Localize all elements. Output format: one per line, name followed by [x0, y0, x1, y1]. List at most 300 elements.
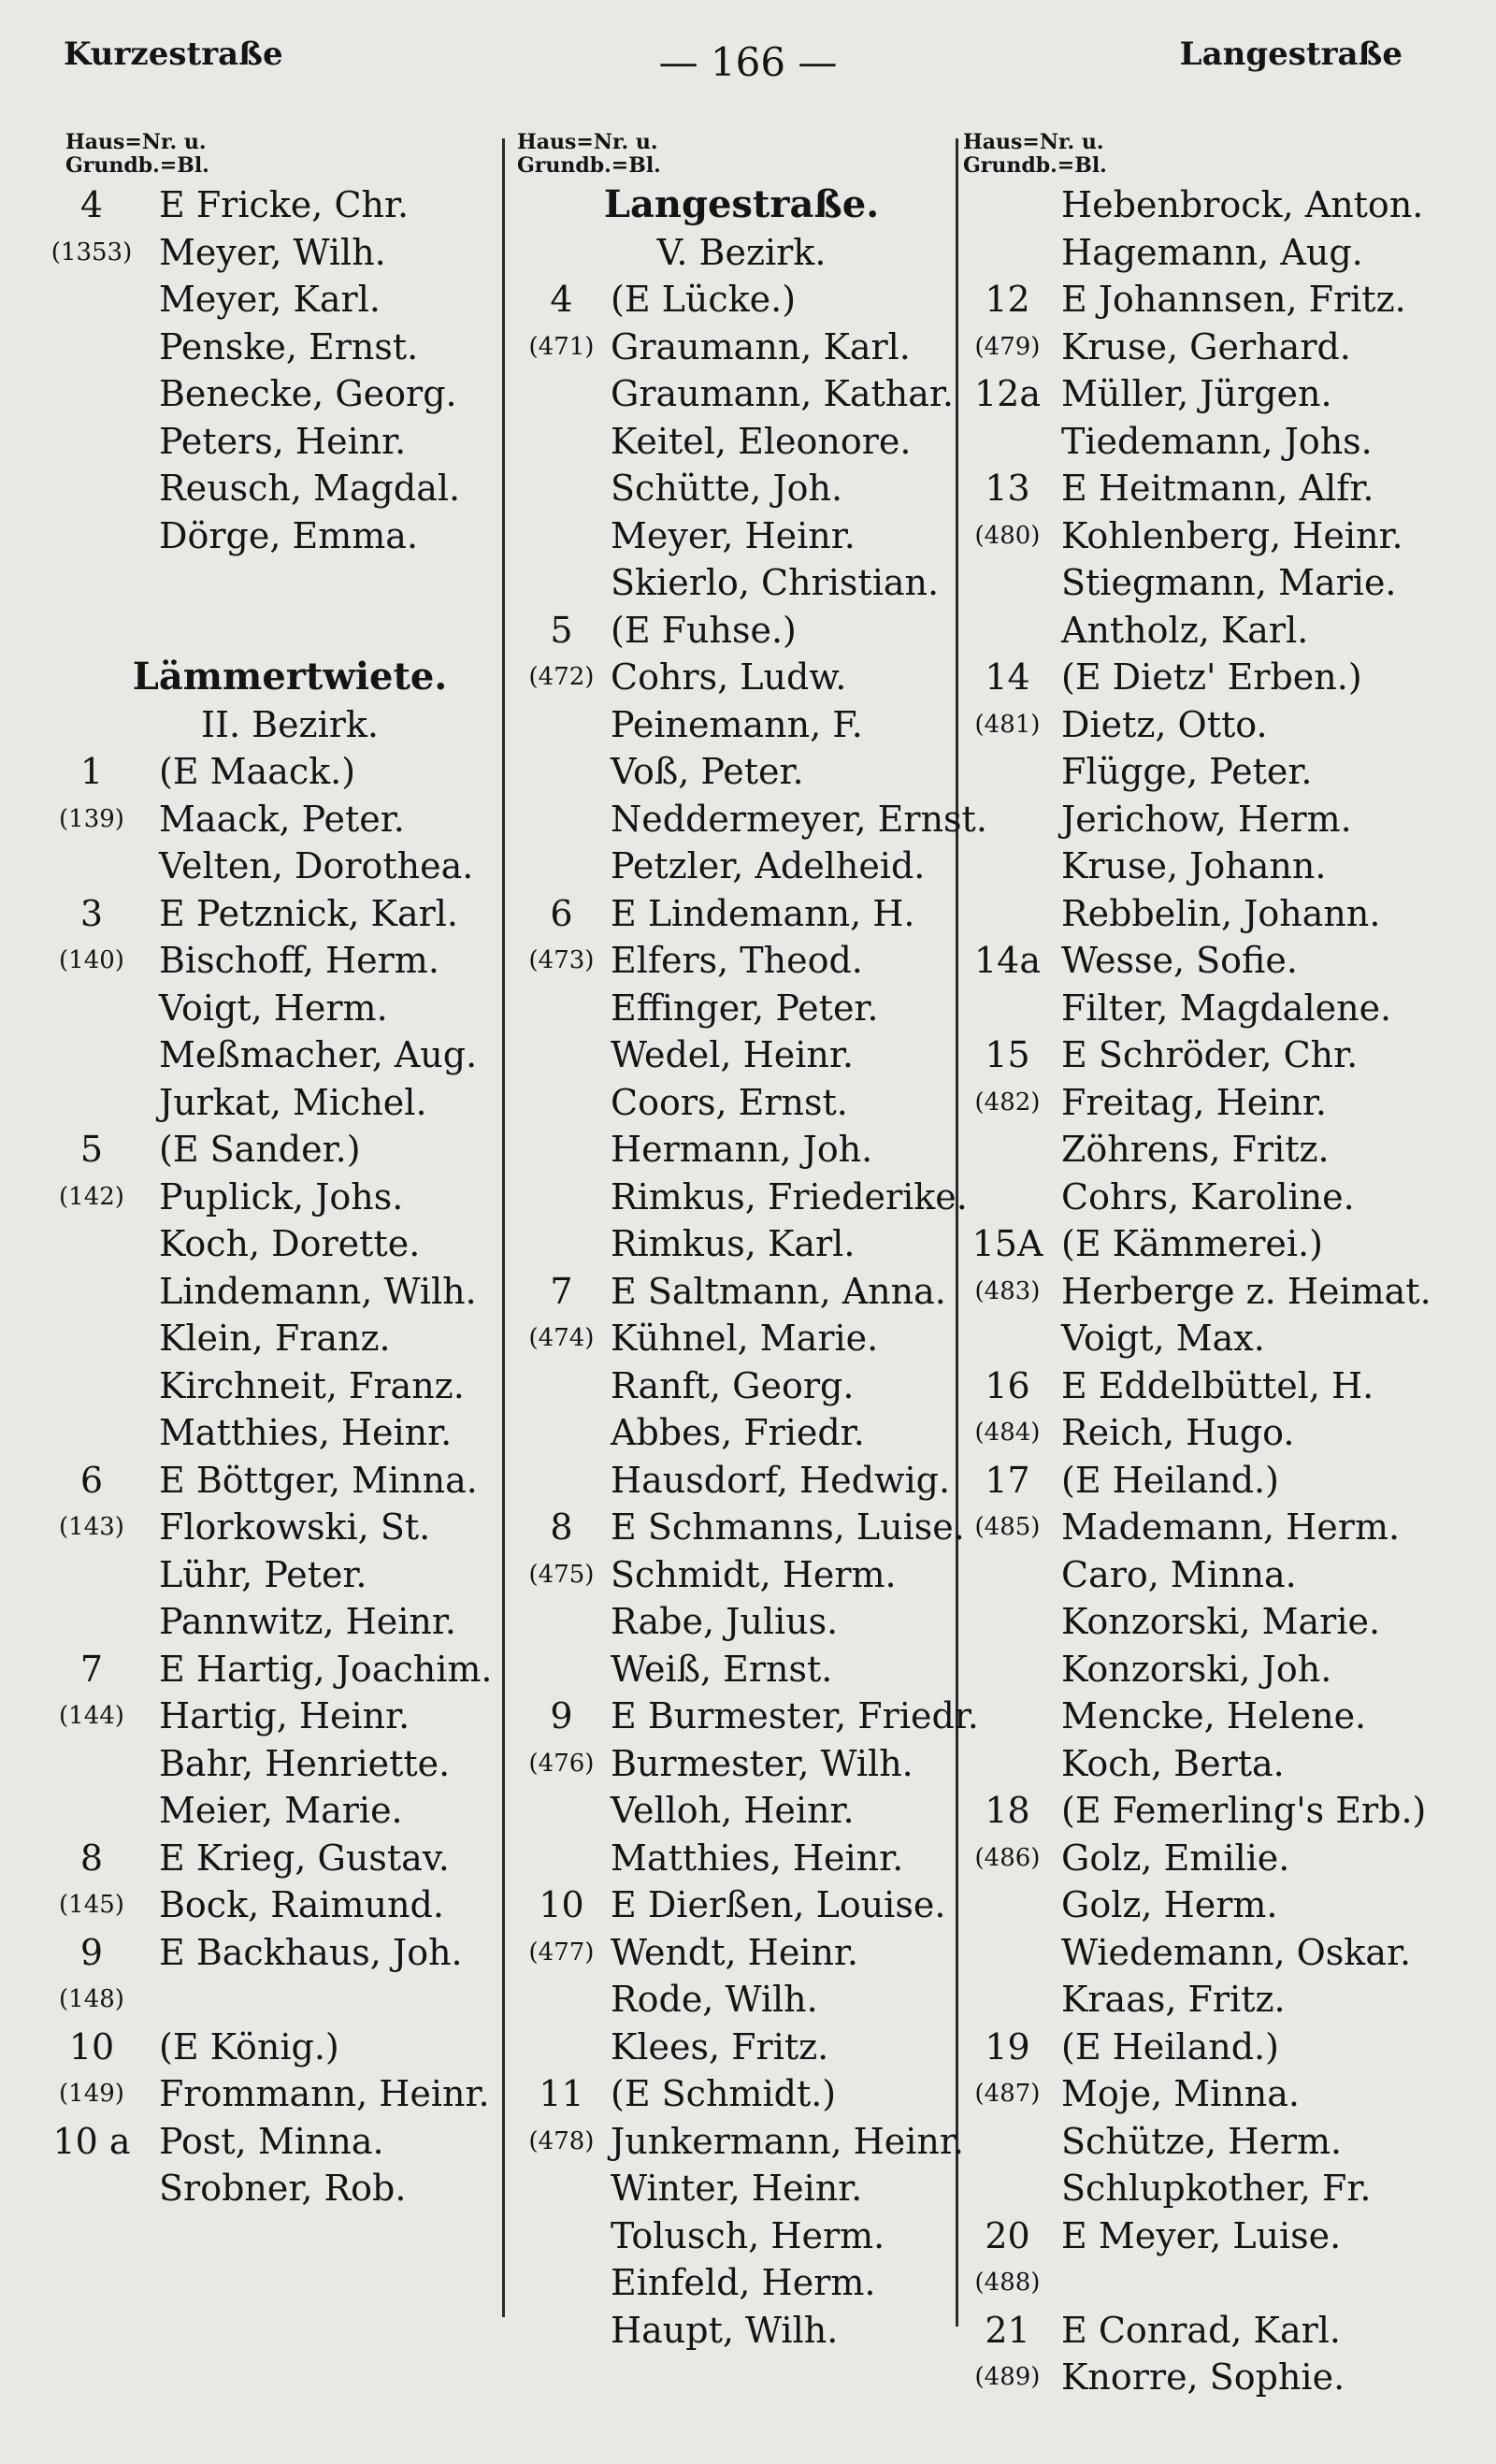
column-1 [50, 130, 514, 2212]
running-head-right: Langestraße [1179, 36, 1402, 73]
resident-name: E Lindemann, H. [611, 892, 915, 934]
resident-name: Puplick, Johs. [159, 1175, 404, 1218]
directory-entry [963, 465, 1449, 512]
house-number: (478) [528, 2126, 595, 2155]
directory-entry [65, 1929, 514, 1977]
house-number: (475) [528, 1560, 595, 1589]
resident-name: Zöhrens, Fritz. [1061, 1129, 1330, 1170]
resident-name: E Krieg, Gustav. [159, 1837, 450, 1879]
house-number: (482) [974, 1088, 1041, 1117]
resident-name: E Petznick, Karl. [159, 892, 458, 934]
resident-name: Keitel, Eleonore. [611, 420, 912, 462]
resident-name: Jerichow, Herm. [1061, 798, 1352, 840]
resident-name: (E König.) [159, 2025, 339, 2068]
directory-entry [59, 1174, 514, 1221]
directory-entry [59, 1693, 514, 1740]
directory-entry [517, 1551, 966, 1599]
directory-entry [517, 1220, 966, 1268]
directory-entry [963, 1031, 1449, 1079]
directory-entry [517, 1646, 966, 1693]
directory-entry [65, 843, 514, 890]
resident-name: Wedel, Heinr. [611, 1034, 854, 1075]
directory-entry [59, 937, 514, 985]
directory-entry [517, 985, 966, 1032]
resident-name: E Johannsen, Fritz. [1061, 279, 1406, 320]
directory-entry [517, 465, 966, 512]
resident-name: Schütte, Joh. [611, 468, 843, 509]
house-number: 15A [971, 1223, 1043, 1264]
directory-entry [517, 2259, 966, 2307]
directory-entry [963, 890, 1449, 938]
resident-name: Graumann, Karl. [611, 325, 911, 367]
resident-name: Petzler, Adelheid. [611, 845, 926, 886]
resident-name: Srobner, Rob. [159, 2168, 407, 2209]
directory-entry [517, 1787, 966, 1835]
house-number: 10 a [52, 2120, 131, 2162]
resident-name: Klein, Franz. [159, 1318, 391, 1359]
resident-name: Weiß, Ernst. [611, 1648, 833, 1690]
directory-entry [59, 1504, 514, 1551]
house-number: 11 [539, 2073, 584, 2114]
resident-name: Reich, Hugo. [1061, 1412, 1295, 1453]
directory-entry [517, 654, 966, 701]
directory-entry [963, 2212, 1449, 2260]
directory-entry [963, 607, 1449, 655]
resident-name: Kohlenberg, Heinr. [1061, 514, 1403, 556]
resident-name: Kühnel, Marie. [611, 1318, 879, 1359]
resident-name: Konzorski, Marie. [1061, 1601, 1381, 1642]
resident-name: E Burmester, Friedr. [611, 1695, 979, 1736]
house-number: (489) [974, 2363, 1041, 2391]
resident-name: Graumann, Kathar. [611, 373, 954, 414]
directory-entry [963, 2165, 1449, 2212]
directory-entry [65, 418, 514, 466]
resident-name: Ranft, Georg. [611, 1364, 855, 1406]
resident-name: Maack, Peter. [159, 798, 405, 840]
resident-name: Golz, Emilie. [1061, 1837, 1290, 1879]
directory-entry [517, 1740, 966, 1788]
resident-name: (E Sander.) [159, 1129, 361, 1170]
resident-name: Caro, Minna. [1061, 1553, 1297, 1595]
resident-name: (E Heiland.) [1061, 1459, 1279, 1501]
directory-entry [963, 1457, 1449, 1505]
resident-name: (E Schmidt.) [611, 2073, 837, 2114]
directory-entry [517, 1079, 966, 1127]
directory-entry [65, 1835, 514, 1882]
column-2 [517, 130, 987, 2354]
house-number: 6 [550, 892, 573, 934]
resident-name: Post, Minna. [159, 2120, 384, 2162]
directory-entry [65, 1268, 514, 1316]
directory-entry [517, 1409, 966, 1457]
directory-entry [517, 607, 966, 655]
directory-entry [963, 1787, 1449, 1835]
directory-entry [963, 1646, 1449, 1693]
house-number: 4 [79, 184, 104, 225]
resident-name: (E Heiland.) [1061, 2025, 1279, 2068]
resident-name: Penske, Ernst. [159, 325, 419, 367]
resident-name: E Dierßen, Louise. [611, 1884, 946, 1925]
directory-entry [52, 2118, 514, 2166]
resident-name: Kruse, Gerhard. [1061, 325, 1351, 367]
directory-entry [517, 843, 966, 890]
directory-entry [963, 276, 1449, 324]
directory-entry [517, 324, 966, 371]
resident-name: Jurkat, Michel. [159, 1081, 427, 1123]
resident-name: (E Fuhse.) [611, 609, 797, 651]
directory-entry [65, 1598, 514, 1646]
directory-entry [963, 324, 1449, 371]
resident-name: Velten, Dorothea. [159, 845, 474, 886]
resident-name: Cohrs, Karoline. [1061, 1175, 1355, 1218]
house-number: 14 [985, 656, 1030, 698]
house-number: (484) [974, 1419, 1041, 1447]
directory-entry [65, 370, 514, 418]
street-heading: Lämmertwiete. [132, 655, 448, 699]
directory-entry [517, 937, 966, 985]
directory-entry [963, 1315, 1449, 1362]
resident-name: Einfeld, Herm. [611, 2262, 876, 2303]
resident-name: Matthies, Heinr. [159, 1412, 453, 1453]
resident-name: Wiedemann, Oskar. [1061, 1931, 1412, 1973]
directory-entry [517, 748, 966, 796]
house-number: (148) [59, 1985, 124, 2013]
directory-entry [517, 1457, 966, 1505]
directory-entry [963, 2354, 1449, 2401]
resident-name: E Backhaus, Joh. [159, 1931, 463, 1973]
directory-entry [517, 1174, 966, 1221]
resident-name: Rabe, Julius. [611, 1601, 839, 1642]
directory-entry [963, 1976, 1449, 2024]
resident-name: Hagemann, Aug. [1061, 231, 1363, 273]
house-number: (474) [528, 1324, 595, 1352]
directory-entry [65, 181, 514, 229]
directory-entry [65, 890, 514, 938]
house-number: 10 [539, 1884, 584, 1925]
resident-name: Golz, Herm. [1061, 1884, 1278, 1925]
resident-name: E Fricke, Chr. [159, 184, 410, 225]
resident-name: E Böttger, Minna. [159, 1459, 478, 1501]
entry-list [963, 181, 1449, 2401]
entry-list [517, 276, 987, 2354]
resident-name: Lindemann, Wilh. [159, 1270, 477, 1312]
resident-name: Florkowski, St. [159, 1506, 431, 1548]
resident-name: Schlupkother, Fr. [1061, 2168, 1372, 2209]
directory-entry [963, 1929, 1449, 1977]
resident-name: Rimkus, Friederike. [611, 1175, 968, 1218]
directory-entry [963, 796, 1449, 843]
directory-entry [963, 2024, 1449, 2071]
resident-name: Hebenbrock, Anton. [1061, 184, 1424, 225]
house-number: (487) [974, 2080, 1041, 2108]
resident-name: Wesse, Sofie. [1061, 940, 1298, 981]
directory-entry [65, 1220, 514, 1268]
house-number: (476) [528, 1749, 595, 1778]
resident-name: (E Dietz' Erben.) [1061, 656, 1362, 698]
directory-entry [517, 2307, 966, 2355]
house-number: (480) [974, 521, 1041, 550]
house-number: (477) [528, 1938, 595, 1967]
entry-list [50, 181, 514, 559]
house-number: 6 [79, 1459, 104, 1501]
house-number: (149) [59, 2080, 124, 2108]
house-number: 8 [550, 1506, 573, 1548]
directory-entry [65, 512, 514, 560]
resident-name: Kruse, Johann. [1061, 845, 1327, 886]
resident-name: Koch, Berta. [1061, 1742, 1285, 1784]
directory-entry [65, 985, 514, 1032]
house-number: 19 [985, 2025, 1030, 2068]
directory-entry [963, 2118, 1449, 2166]
resident-name: Benecke, Georg. [159, 373, 457, 414]
district-heading: V. Bezirk. [656, 231, 827, 273]
resident-name: Abbes, Friedr. [611, 1412, 865, 1453]
directory-entry [963, 1835, 1449, 1882]
resident-name: Müller, Jürgen. [1061, 373, 1332, 414]
resident-name: Klees, Fritz. [611, 2025, 829, 2068]
directory-entry [65, 1315, 514, 1362]
house-number: 7 [550, 1270, 573, 1312]
directory-entry [65, 748, 514, 796]
house-number: 8 [79, 1837, 104, 1879]
house-number: 9 [79, 1931, 104, 1973]
resident-name: Moje, Minna. [1061, 2073, 1300, 2114]
resident-name: Reusch, Magdal. [159, 468, 461, 509]
house-number: (485) [974, 1513, 1041, 1541]
resident-name: Hermann, Joh. [611, 1129, 873, 1170]
directory-entry [517, 1031, 966, 1079]
resident-name: Bock, Raimund. [159, 1884, 444, 1925]
house-number: 15 [985, 1034, 1030, 1075]
directory-entry [963, 1079, 1449, 1127]
house-number: 1 [79, 751, 104, 792]
directory-entry [517, 418, 966, 466]
house-number: 5 [550, 609, 573, 651]
resident-name: Meyer, Heinr. [611, 514, 856, 556]
directory-entry [517, 1315, 966, 1362]
house-number: (144) [59, 1702, 124, 1730]
house-number: (481) [974, 710, 1041, 739]
house-number: (471) [528, 332, 595, 361]
resident-name: Bischoff, Herm. [159, 940, 439, 981]
directory-entry [65, 1079, 514, 1127]
directory-entry [963, 1598, 1449, 1646]
resident-name: Antholz, Karl. [1061, 609, 1309, 651]
resident-name: (E Kämmerei.) [1061, 1223, 1323, 1264]
directory-entry [963, 2259, 1449, 2307]
resident-name: E Schmanns, Luise. [611, 1506, 965, 1548]
directory-entry [517, 1504, 966, 1551]
directory-entry [963, 1693, 1449, 1740]
house-number: (472) [528, 663, 595, 691]
resident-name: Bahr, Henriette. [159, 1742, 451, 1784]
house-number: 4 [550, 279, 573, 320]
directory-entry [65, 1551, 514, 1599]
resident-name: Schütze, Herm. [1061, 2120, 1343, 2162]
resident-name: Coors, Ernst. [611, 1081, 848, 1123]
resident-name: Schmidt, Herm. [611, 1553, 897, 1595]
resident-name: Dietz, Otto. [1061, 703, 1268, 745]
directory-entry [50, 229, 514, 277]
resident-name: Voß, Peter. [611, 751, 804, 792]
column-header: Haus=Nr. u. Grundb.=Bl. [963, 130, 1107, 178]
house-number: (1353) [50, 238, 133, 267]
directory-entry [517, 559, 966, 607]
directory-entry [517, 2118, 966, 2166]
house-number: 18 [985, 1790, 1030, 1831]
directory-entry [65, 2024, 514, 2071]
resident-name: Flügge, Peter. [1061, 751, 1313, 792]
house-number: (473) [528, 946, 595, 974]
house-number: 3 [79, 892, 104, 934]
house-number: 12 [985, 279, 1030, 320]
house-number: 13 [985, 468, 1030, 509]
directory-entry [963, 1740, 1449, 1788]
directory-entry [65, 1409, 514, 1457]
resident-name: (E Maack.) [159, 751, 356, 792]
directory-entry [963, 1174, 1449, 1221]
directory-entry [65, 324, 514, 371]
directory-entry [517, 890, 966, 938]
resident-name: Burmester, Wilh. [611, 1742, 913, 1784]
resident-name: Voigt, Herm. [159, 987, 388, 1029]
directory-entry [963, 1881, 1449, 1929]
directory-entry [517, 512, 966, 560]
house-number: 16 [985, 1364, 1030, 1406]
directory-entry [517, 1126, 966, 1174]
house-number: (488) [974, 2269, 1041, 2297]
directory-entry [517, 2212, 966, 2260]
directory-entry [59, 2070, 514, 2118]
directory-entry [517, 1929, 966, 1977]
directory-entry [963, 1268, 1449, 1316]
resident-name: Mademann, Herm. [1061, 1506, 1401, 1548]
district-heading: II. Bezirk. [200, 703, 380, 745]
resident-name: Stiegmann, Marie. [1061, 562, 1397, 603]
directory-entry [963, 843, 1449, 890]
running-head-left: Kurzestraße [64, 36, 283, 73]
directory-entry [65, 465, 514, 512]
column-header: Haus=Nr. u. Grundb.=Bl. [517, 130, 661, 178]
resident-name: E Saltmann, Anna. [611, 1270, 946, 1312]
house-number: 20 [985, 2214, 1030, 2256]
resident-name: Herberge z. Heimat. [1061, 1270, 1431, 1312]
resident-name: Tolusch, Herm. [611, 2214, 885, 2256]
resident-name: E Eddelbüttel, H. [1061, 1364, 1374, 1406]
resident-name: Cohrs, Ludw. [611, 656, 847, 698]
directory-entry [963, 937, 1449, 985]
resident-name: E Meyer, Luise. [1061, 2214, 1342, 2256]
resident-name: Pannwitz, Heinr. [159, 1601, 456, 1642]
house-number: 7 [79, 1648, 104, 1690]
directory-entry [59, 1976, 514, 2024]
resident-name: Meyer, Wilh. [159, 231, 386, 273]
directory-entry [963, 2070, 1449, 2118]
resident-name: Meier, Marie. [159, 1790, 403, 1831]
directory-entry [517, 370, 966, 418]
directory-entry [517, 1693, 979, 1740]
resident-name: Frommann, Heinr. [159, 2073, 490, 2114]
resident-name: E Heitmann, Alfr. [1061, 468, 1374, 509]
resident-name: E Schröder, Chr. [1061, 1034, 1359, 1075]
house-number: 17 [985, 1459, 1030, 1501]
directory-entry [65, 276, 514, 324]
resident-name: Voigt, Max. [1061, 1318, 1265, 1359]
house-number: (486) [974, 1843, 1041, 1872]
resident-name: Filter, Magdalene. [1061, 987, 1392, 1029]
directory-entry [65, 1457, 514, 1505]
resident-name: Skierlo, Christian. [611, 562, 940, 603]
resident-name: Meyer, Karl. [159, 279, 381, 320]
directory-entry [517, 701, 966, 749]
directory-entry [517, 796, 987, 843]
house-number: 9 [550, 1695, 573, 1736]
directory-entry [963, 559, 1449, 607]
house-number: (145) [59, 1891, 124, 1919]
directory-entry [963, 229, 1449, 277]
directory-entry [963, 1220, 1449, 1268]
resident-name: Junkermann, Heinr. [611, 2120, 964, 2162]
house-number: 12a [973, 373, 1041, 414]
resident-name: (E Lücke.) [611, 279, 797, 320]
directory-entry [517, 1362, 966, 1410]
directory-entry [517, 1268, 966, 1316]
resident-name: Elfers, Theod. [611, 940, 863, 981]
house-number: 5 [79, 1129, 104, 1170]
directory-entry [59, 796, 514, 843]
directory-entry [963, 985, 1449, 1032]
directory-entry [65, 1787, 514, 1835]
resident-name: Kraas, Fritz. [1061, 1979, 1286, 2020]
entry-list [52, 748, 514, 2212]
resident-name: Hausdorf, Hedwig. [611, 1459, 951, 1501]
directory-entry [963, 1126, 1449, 1174]
resident-name: Neddermeyer, Ernst. [611, 798, 987, 840]
resident-name: Freitag, Heinr. [1061, 1081, 1327, 1123]
resident-name: Wendt, Heinr. [611, 1931, 858, 1973]
house-number: (142) [59, 1182, 124, 1211]
directory-entry [65, 1362, 514, 1410]
resident-name: Knorre, Sophie. [1061, 2356, 1345, 2398]
directory-entry [517, 2024, 966, 2071]
directory-entry [963, 370, 1449, 418]
directory-entry [517, 276, 966, 324]
directory-entry [517, 1598, 966, 1646]
directory-entry [963, 181, 1449, 229]
column-3 [963, 131, 1449, 2401]
resident-name: Rimkus, Karl. [611, 1223, 856, 1264]
house-number: 14a [973, 940, 1041, 981]
directory-entry [963, 1551, 1449, 1599]
street-heading: Langestraße. [603, 182, 880, 226]
resident-name: Meßmacher, Aug. [159, 1034, 478, 1075]
resident-name: Winter, Heinr. [611, 2168, 863, 2209]
resident-name: Koch, Dorette. [159, 1223, 421, 1264]
house-number: (140) [59, 946, 124, 974]
house-number: (483) [974, 1276, 1041, 1305]
page-number: — 166 — [658, 39, 838, 85]
directory-entry [65, 1646, 514, 1693]
directory-entry [963, 418, 1449, 466]
directory-entry [59, 1881, 514, 1929]
directory-entry [517, 1976, 966, 2024]
house-number: 21 [985, 2309, 1030, 2351]
resident-name: Lühr, Peter. [159, 1553, 367, 1595]
house-number: (143) [59, 1513, 124, 1541]
directory-entry [963, 1409, 1449, 1457]
resident-name: Hartig, Heinr. [159, 1695, 410, 1736]
resident-name: Dörge, Emma. [159, 514, 419, 556]
